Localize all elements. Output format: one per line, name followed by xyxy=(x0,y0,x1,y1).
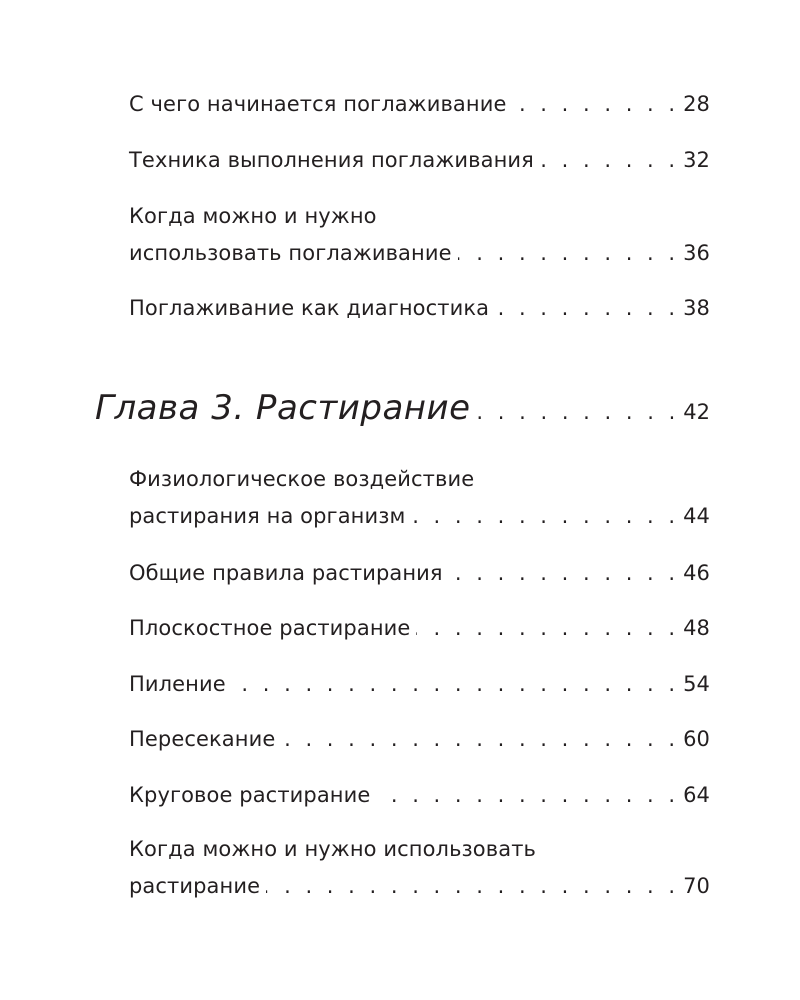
toc-entry-page: 70 xyxy=(683,874,710,898)
dot-leader xyxy=(477,400,680,424)
toc-entry[interactable] xyxy=(129,777,710,814)
dot-leader xyxy=(495,290,679,327)
toc-entry-page: 44 xyxy=(683,504,710,528)
toc-entry-page: 32 xyxy=(683,148,710,172)
dot-leader xyxy=(376,777,679,814)
toc-entry[interactable] xyxy=(129,86,710,123)
toc-entry[interactable] xyxy=(129,666,710,703)
toc-entry-title: С чего начинается поглаживание xyxy=(129,92,507,116)
dot-leader xyxy=(458,235,679,272)
toc-entry-page: 46 xyxy=(683,561,710,585)
toc-entry[interactable] xyxy=(129,555,710,592)
toc-entry-title: растирание xyxy=(129,874,261,898)
toc-entry[interactable] xyxy=(129,831,710,905)
dot-leader xyxy=(281,721,679,758)
toc-entry[interactable] xyxy=(129,610,710,647)
toc-entry-title: Общие правила растирания xyxy=(129,561,443,585)
toc-entry[interactable] xyxy=(129,142,710,179)
toc-entry-title-line1: Когда можно и нужно xyxy=(129,204,377,228)
toc-entry-page: 48 xyxy=(683,616,710,640)
toc-entry-title-line1: Физиологическое воздействие xyxy=(129,467,475,491)
toc-entry-title: Поглаживание как диагностика xyxy=(129,296,490,320)
toc-entry-page: 54 xyxy=(683,672,710,696)
toc-entry[interactable] xyxy=(129,290,710,327)
dot-leader xyxy=(266,868,679,905)
toc-entry-page: 36 xyxy=(683,241,710,265)
toc-entry-title: Плоскостное растирание xyxy=(129,616,411,640)
dot-leader xyxy=(513,86,680,123)
toc-entry-title-line1: Когда можно и нужно использовать xyxy=(129,837,537,861)
toc-entry-title: растирания на организм xyxy=(129,504,406,528)
toc-entry[interactable] xyxy=(129,198,710,272)
toc-entry-title: Пиление xyxy=(129,672,226,696)
toc-entry-title: Пересекание xyxy=(129,727,276,751)
toc-chapter[interactable] xyxy=(95,388,710,428)
toc-entry[interactable] xyxy=(129,461,710,535)
dot-leader xyxy=(449,555,679,592)
dot-leader xyxy=(232,666,679,703)
chapter-title: Глава 3. Растирание xyxy=(95,388,471,428)
toc-entry-title: Круговое растирание xyxy=(129,783,371,807)
toc-entry-page: 64 xyxy=(683,783,710,807)
dot-leader xyxy=(416,610,679,647)
chapter-page: 42 xyxy=(683,400,710,424)
dot-leader xyxy=(540,142,679,179)
toc-entry-title: Техника выполнения поглаживания xyxy=(129,148,534,172)
toc-entry-page: 60 xyxy=(683,727,710,751)
toc-entry-title: использовать поглаживание xyxy=(129,241,452,265)
toc-entry-page: 38 xyxy=(683,296,710,320)
dot-leader xyxy=(411,498,679,535)
toc-entry-page: 28 xyxy=(683,92,710,116)
toc-entry[interactable] xyxy=(129,721,710,758)
